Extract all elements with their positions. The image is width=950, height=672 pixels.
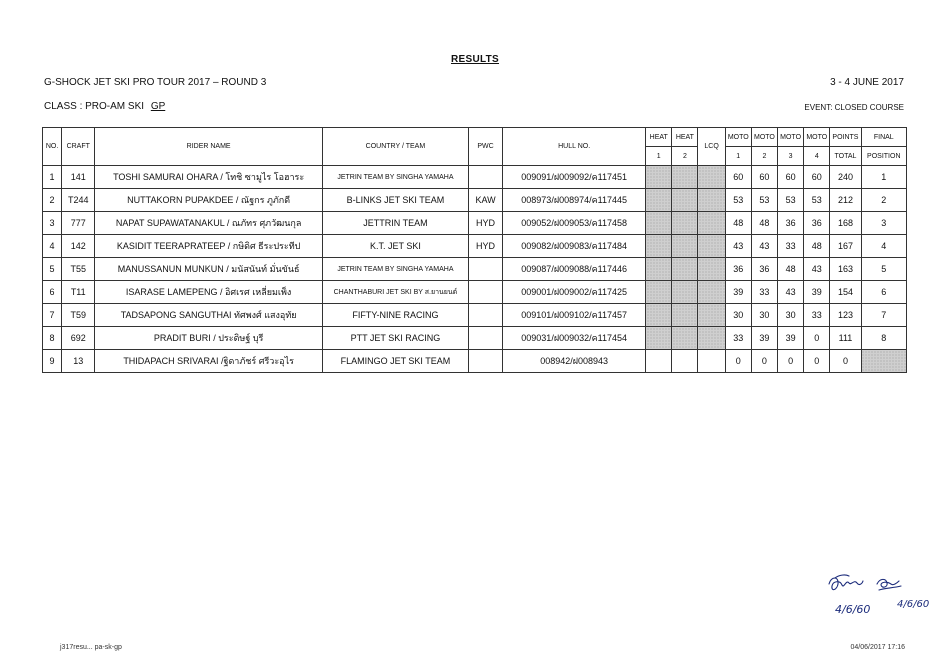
cell-team: JETTRIN TEAM	[322, 212, 468, 235]
cell-heat1	[646, 189, 672, 212]
cell-heat1	[646, 327, 672, 350]
cell-rider: NUTTAKORN PUPAKDEE / ณัฐกร ภูภักดี	[95, 189, 323, 212]
cell-team: K.T. JET SKI	[322, 235, 468, 258]
cell-hull: 009082/ฝ009083/ค117484	[503, 235, 646, 258]
cell-moto4: 36	[804, 212, 830, 235]
cell-total: 154	[830, 281, 861, 304]
col-moto3-num: 3	[778, 147, 804, 166]
class-line	[44, 101, 165, 112]
cell-moto2: 0	[751, 350, 777, 373]
table-row	[43, 350, 907, 373]
col-moto2-num: 2	[751, 147, 777, 166]
cell-moto2: 36	[751, 258, 777, 281]
cell-pwc	[468, 281, 502, 304]
cell-position: 7	[861, 304, 906, 327]
cell-heat2	[672, 212, 698, 235]
col-moto3: MOTO	[778, 128, 804, 147]
table-row	[43, 235, 907, 258]
cell-moto3: 0	[778, 350, 804, 373]
cell-moto4: 60	[804, 166, 830, 189]
cell-no: 5	[43, 258, 62, 281]
class-label: CLASS : PRO-AM SKI	[44, 101, 145, 112]
cell-moto3: 53	[778, 189, 804, 212]
cell-moto4: 43	[804, 258, 830, 281]
cell-moto1: 30	[725, 304, 751, 327]
cell-hull: 009052/ฝ009053/ค117458	[503, 212, 646, 235]
table-row	[43, 304, 907, 327]
table-row	[43, 281, 907, 304]
cell-rider: TADSAPONG SANGUTHAI ทัศพงศ์ แสงอุทัย	[95, 304, 323, 327]
col-moto1-num: 1	[725, 147, 751, 166]
cell-moto4: 0	[804, 327, 830, 350]
cell-lcq	[698, 258, 725, 281]
cell-pwc: KAW	[468, 189, 502, 212]
cell-heat2	[672, 235, 698, 258]
cell-no: 9	[43, 350, 62, 373]
cell-moto1: 0	[725, 350, 751, 373]
col-heat2: HEAT	[672, 128, 698, 147]
table-row	[43, 327, 907, 350]
cell-moto4: 53	[804, 189, 830, 212]
cell-moto1: 43	[725, 235, 751, 258]
cell-heat1	[646, 258, 672, 281]
cell-no: 7	[43, 304, 62, 327]
cell-lcq	[698, 189, 725, 212]
table-row	[43, 189, 907, 212]
cell-moto2: 43	[751, 235, 777, 258]
cell-rider: MANUSSANUN MUNKUN / มนัสนันท์ มั่นขันธ์	[95, 258, 323, 281]
cell-total: 240	[830, 166, 861, 189]
cell-rider: ISARASE LAMEPENG / อิศเรศ เหลี่ยมเพ็ง	[95, 281, 323, 304]
footer-file: j317resu... pa-sk-gp	[60, 644, 122, 651]
results-table	[42, 127, 907, 373]
cell-moto3: 30	[778, 304, 804, 327]
cell-heat2	[672, 166, 698, 189]
col-craft: CRAFT	[62, 128, 95, 166]
event-name: G-SHOCK JET SKI PRO TOUR 2017 – ROUND 3	[44, 77, 267, 88]
cell-craft: T11	[62, 281, 95, 304]
cell-team: JETRIN TEAM BY SINGHA YAMAHA	[322, 258, 468, 281]
col-moto4-num: 4	[804, 147, 830, 166]
cell-total: 212	[830, 189, 861, 212]
cell-no: 3	[43, 212, 62, 235]
cell-hull: 009001/ฝ009002/ค117425	[503, 281, 646, 304]
cell-moto3: 39	[778, 327, 804, 350]
cell-moto1: 48	[725, 212, 751, 235]
cell-no: 1	[43, 166, 62, 189]
cell-position: 8	[861, 327, 906, 350]
col-points: POINTS	[830, 128, 861, 147]
cell-position	[861, 350, 906, 373]
cell-moto3: 60	[778, 166, 804, 189]
cell-total: 168	[830, 212, 861, 235]
cell-moto4: 39	[804, 281, 830, 304]
cell-moto3: 48	[778, 258, 804, 281]
cell-heat2	[672, 327, 698, 350]
cell-pwc: HYD	[468, 212, 502, 235]
cell-moto1: 60	[725, 166, 751, 189]
cell-lcq	[698, 304, 725, 327]
cell-pwc	[468, 258, 502, 281]
cell-moto2: 39	[751, 327, 777, 350]
signature-image	[815, 562, 940, 622]
cell-moto2: 30	[751, 304, 777, 327]
cell-moto3: 36	[778, 212, 804, 235]
cell-position: 6	[861, 281, 906, 304]
cell-pwc	[468, 327, 502, 350]
col-position: POSITION	[861, 147, 906, 166]
cell-total: 163	[830, 258, 861, 281]
cell-heat2	[672, 189, 698, 212]
cell-moto4: 33	[804, 304, 830, 327]
cell-craft: 13	[62, 350, 95, 373]
cell-total: 0	[830, 350, 861, 373]
col-pwc: PWC	[468, 128, 502, 166]
cell-position: 2	[861, 189, 906, 212]
cell-hull: 008973/ฝ008974/ค117445	[503, 189, 646, 212]
cell-pwc	[468, 350, 502, 373]
cell-no: 2	[43, 189, 62, 212]
cell-moto4: 48	[804, 235, 830, 258]
cell-lcq	[698, 166, 725, 189]
cell-moto2: 33	[751, 281, 777, 304]
col-rider: RIDER NAME	[95, 128, 323, 166]
cell-moto1: 39	[725, 281, 751, 304]
cell-rider: KASIDIT TEERAPRATEEP / กษิดิศ ธีระประทีป	[95, 235, 323, 258]
signature-date-right: 4/6/60	[897, 599, 930, 610]
cell-lcq	[698, 212, 725, 235]
cell-position: 3	[861, 212, 906, 235]
cell-team: CHANTHABURI JET SKI BY ส.ยานยนต์	[322, 281, 468, 304]
cell-heat1	[646, 281, 672, 304]
col-final: FINAL	[861, 128, 906, 147]
table-row	[43, 166, 907, 189]
cell-heat1	[646, 235, 672, 258]
cell-heat2	[672, 350, 698, 373]
cell-moto2: 53	[751, 189, 777, 212]
col-hull: HULL NO.	[503, 128, 646, 166]
cell-heat1	[646, 166, 672, 189]
cell-team: PTT JET SKI RACING	[322, 327, 468, 350]
signature-date-left: 4/6/60	[835, 603, 871, 616]
cell-no: 4	[43, 235, 62, 258]
cell-hull: 009101/ฝ009102/ค117457	[503, 304, 646, 327]
cell-no: 6	[43, 281, 62, 304]
col-no: NO.	[43, 128, 62, 166]
cell-moto2: 48	[751, 212, 777, 235]
col-heat1: HEAT	[646, 128, 672, 147]
cell-lcq	[698, 281, 725, 304]
event-type: EVENT: CLOSED COURSE	[804, 103, 904, 112]
cell-craft: 141	[62, 166, 95, 189]
cell-total: 167	[830, 235, 861, 258]
cell-hull: 009091/ฝ009092/ค117451	[503, 166, 646, 189]
cell-hull: 009087/ฝ009088/ค117446	[503, 258, 646, 281]
cell-team: FIFTY-NINE RACING	[322, 304, 468, 327]
cell-lcq	[698, 327, 725, 350]
cell-rider: THIDAPACH SRIVARAI /ฐิดาภัชร์ ศรีวะอุไร	[95, 350, 323, 373]
cell-pwc	[468, 304, 502, 327]
cell-rider: NAPAT SUPAWATANAKUL / ณภัทร ศุภวัฒนกุล	[95, 212, 323, 235]
cell-heat2	[672, 258, 698, 281]
cell-craft: 692	[62, 327, 95, 350]
col-moto1: MOTO	[725, 128, 751, 147]
cell-no: 8	[43, 327, 62, 350]
cell-team: JETRIN TEAM BY SINGHA YAMAHA	[322, 166, 468, 189]
col-moto4: MOTO	[804, 128, 830, 147]
table-body	[43, 166, 907, 373]
cell-lcq	[698, 350, 725, 373]
cell-heat2	[672, 281, 698, 304]
cell-pwc	[468, 166, 502, 189]
cell-heat1	[646, 212, 672, 235]
cell-total: 123	[830, 304, 861, 327]
cell-pwc: HYD	[468, 235, 502, 258]
cell-craft: T55	[62, 258, 95, 281]
cell-rider: PRADIT BURI / ประดิษฐ์ บุรี	[95, 327, 323, 350]
cell-team: FLAMINGO JET SKI TEAM	[322, 350, 468, 373]
col-heat2-num: 2	[672, 147, 698, 166]
cell-total: 111	[830, 327, 861, 350]
col-total: TOTAL	[830, 147, 861, 166]
cell-moto1: 36	[725, 258, 751, 281]
event-date: 3 - 4 JUNE 2017	[830, 77, 904, 88]
results-title: RESULTS	[450, 54, 500, 65]
cell-lcq	[698, 235, 725, 258]
cell-moto3: 43	[778, 281, 804, 304]
cell-heat1	[646, 350, 672, 373]
cell-moto2: 60	[751, 166, 777, 189]
cell-hull: 008942/ฝ008943	[503, 350, 646, 373]
cell-position: 5	[861, 258, 906, 281]
col-country: COUNTRY / TEAM	[322, 128, 468, 166]
cell-craft: 777	[62, 212, 95, 235]
cell-moto3: 33	[778, 235, 804, 258]
col-lcq: LCQ	[698, 128, 725, 166]
table-row	[43, 258, 907, 281]
col-moto2: MOTO	[751, 128, 777, 147]
cell-craft: T244	[62, 189, 95, 212]
cell-team: B-LINKS JET SKI TEAM	[322, 189, 468, 212]
col-heat1-num: 1	[646, 147, 672, 166]
cell-position: 1	[861, 166, 906, 189]
cell-moto4: 0	[804, 350, 830, 373]
cell-position: 4	[861, 235, 906, 258]
cell-heat2	[672, 304, 698, 327]
class-code: GP	[150, 101, 166, 112]
cell-moto1: 53	[725, 189, 751, 212]
cell-craft: 142	[62, 235, 95, 258]
footer-timestamp: 04/06/2017 17:16	[850, 644, 905, 651]
cell-heat1	[646, 304, 672, 327]
cell-hull: 009031/ฝ009032/ค117454	[503, 327, 646, 350]
cell-craft: T59	[62, 304, 95, 327]
table-row	[43, 212, 907, 235]
cell-moto1: 33	[725, 327, 751, 350]
cell-rider: TOSHI SAMURAI OHARA / โทชิ ซามูไร โอฮาระ	[95, 166, 323, 189]
table-header	[43, 128, 907, 166]
